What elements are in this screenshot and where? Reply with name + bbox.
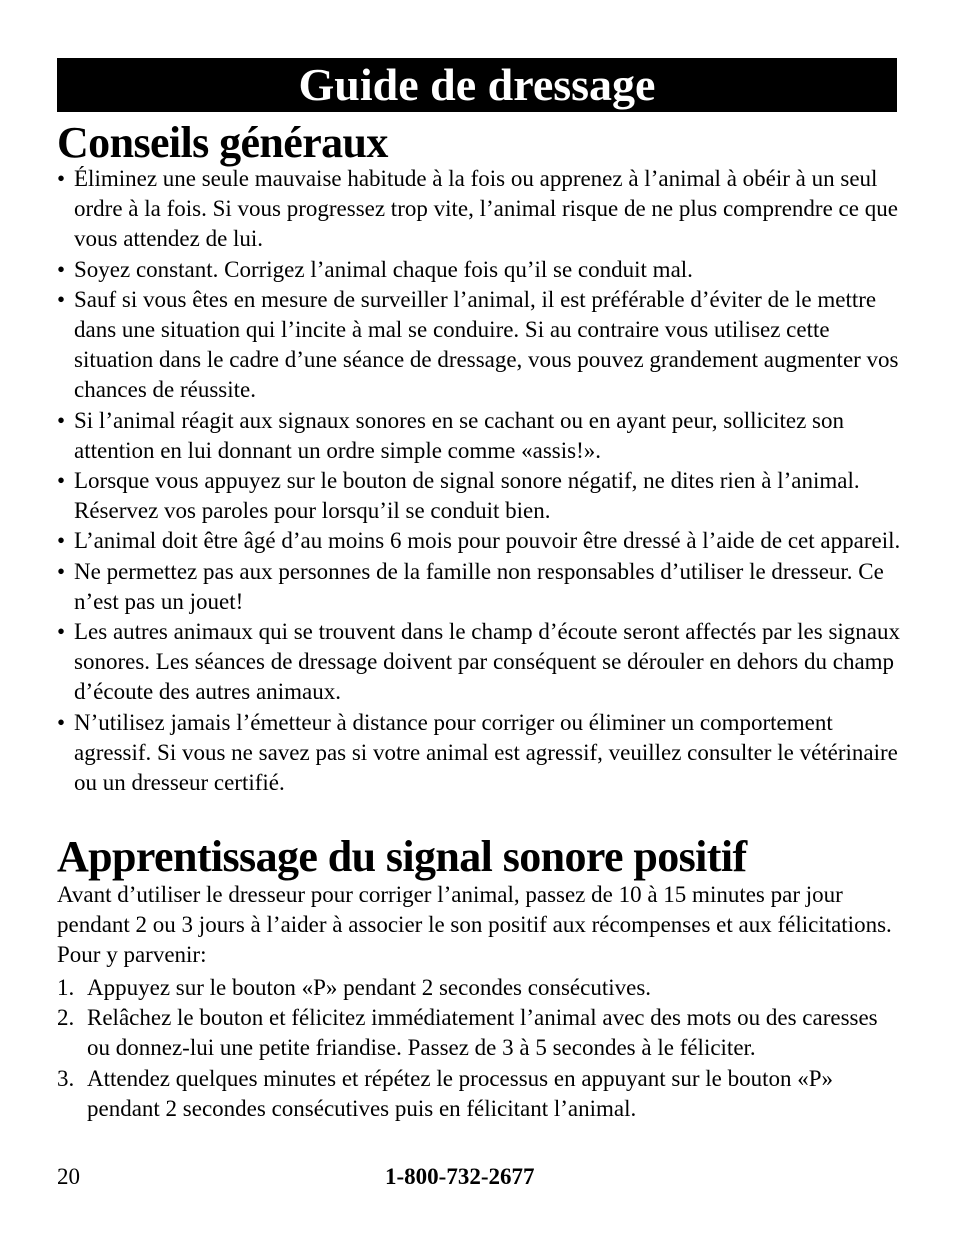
section-title-positive-signal: Apprentissage du signal sonore positif [57, 832, 747, 881]
bullet-icon: • [57, 286, 66, 312]
bullet-icon: • [57, 407, 66, 433]
step-item [57, 1003, 902, 1063]
list-item-text: Lorsque vous appuyez sur le bouton de signal sonore négatif, ne dites rien à l’animal. Réservez vos paroles pour lorsqu’il se conduit bien. [74, 468, 860, 524]
section-title-general-tips: Conseils généraux [57, 118, 388, 167]
step-item [57, 973, 902, 1003]
list-item [57, 708, 902, 799]
page-number: 20 [57, 1164, 80, 1189]
list-item-text: L’animal doit être âgé d’au moins 6 mois pour pouvoir être dressé à l’aide de cet appareil. [74, 528, 901, 554]
bullet-icon: • [57, 709, 66, 735]
step-number: 2. [57, 1005, 75, 1031]
bullet-icon: • [57, 619, 66, 645]
list-item-text: N’utilisez jamais l’émetteur à distance pour corriger ou éliminer un comportement agressif. Si vous ne savez pas si votre animal est agressif, veuillez consulter le vétérinaire ou un dresseur certifié. [74, 709, 898, 796]
list-item-text: Sauf si vous êtes en mesure de surveiller l’animal, il est préférable d’éviter de le mettre dans une situation qui l’incite à mal se conduire. Si au contraire vous utilisez cette situation dans le cadre d’une séance de dressage, vous pouvez grandement augmenter vos chances de réussite. [74, 286, 899, 403]
list-item [57, 164, 902, 255]
bullet-icon: • [57, 468, 66, 494]
bullet-icon: • [57, 528, 66, 554]
list-item [57, 526, 902, 556]
list-item-text: Soyez constant. Corrigez l’animal chaque fois qu’il se conduit mal. [74, 256, 693, 282]
step-text: Attendez quelques minutes et répétez le processus en appuyant sur le bouton «P» pendant 2 secondes consécutives puis en félicitant l’animal. [87, 1065, 834, 1121]
step-item [57, 1064, 902, 1124]
list-item [57, 466, 902, 526]
support-phone-number: 1-800-732-2677 [385, 1164, 535, 1189]
bullet-icon: • [57, 166, 66, 191]
general-tips-list [57, 164, 902, 798]
bullet-icon: • [57, 256, 66, 282]
list-item-text: Les autres animaux qui se trouvent dans le champ d’écoute seront affectés par les signaux sonores. Les séances de dressage doivent par conséquent se dérouler en dehors du champ d’écoute des autres animaux. [74, 619, 901, 705]
bullet-icon: • [57, 558, 66, 584]
list-item [57, 406, 902, 466]
positive-signal-steps [57, 973, 902, 1124]
list-item [57, 617, 902, 708]
list-item [57, 255, 902, 285]
list-item [57, 285, 902, 406]
list-item-text: Si l’animal réagit aux signaux sonores en se cachant ou en ayant peur, sollicitez son attention en lui donnant un ordre simple comme «assis!». [74, 407, 844, 463]
list-item-text: Éliminez une seule mauvaise habitude à la fois ou apprenez à l’animal à obéir à un seul ordre à la fois. Si vous progressez trop vite, l’animal risque de ne plus comprendre ce que vous attendez de lui. [74, 166, 898, 252]
list-item [57, 557, 902, 617]
positive-signal-intro: Avant d’utiliser le dresseur pour corriger l’animal, passez de 10 à 15 minutes par jour pendant 2 ou 3 jours à l’aider à associer le son positif aux récompenses et aux félicitations. Pour y parvenir: [57, 882, 892, 968]
list-item-text: Ne permettez pas aux personnes de la famille non responsables d’utiliser le dresseur. Ce n’est pas un jouet! [74, 558, 884, 614]
page-banner-title: Guide de dressage [57, 58, 897, 112]
step-number: 1. [57, 975, 75, 1000]
step-text: Appuyez sur le bouton «P» pendant 2 secondes consécutives. [87, 975, 652, 1000]
step-text: Relâchez le bouton et félicitez immédiatement l’animal avec des mots ou des caresses ou donnez-lui une petite friandise. Passez de 3 à 5 secondes à le féliciter. [87, 1005, 878, 1061]
step-number: 3. [57, 1065, 75, 1091]
